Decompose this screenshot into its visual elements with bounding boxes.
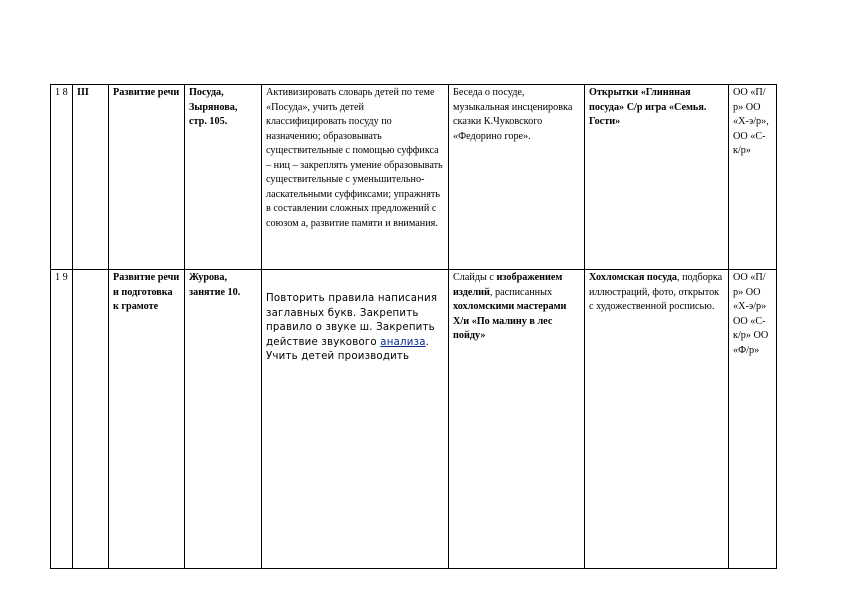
activity-bold-images: изображением изделий	[453, 272, 563, 298]
table-row	[51, 270, 777, 569]
activity-cell	[449, 270, 585, 569]
week-cell	[73, 270, 109, 569]
activity-mid: , расписанных	[489, 286, 553, 298]
row-number: 1 9	[51, 270, 73, 569]
integration-cell: ОО «П/р» ОО «Х-э/р», ОО «С-к/р»	[729, 85, 777, 270]
materials-bold: Хохломская посуда	[589, 272, 677, 283]
materials-rest: , подборка иллюстраций, фото, открыток с художественной росписью.	[589, 272, 723, 312]
lesson-plan-table	[50, 84, 777, 569]
goals-cell	[262, 270, 449, 569]
analysis-link[interactable]: анализа	[380, 336, 426, 348]
goals-text-continued: . Учить детей производить	[266, 336, 430, 362]
source-cell: Журова, занятие 10.	[185, 270, 262, 569]
table-row	[51, 85, 777, 270]
activity-game: Х/и «По малину в лес пойду»	[453, 315, 553, 341]
lesson-plan-sheet	[50, 84, 776, 549]
integration-cell: ОО «П/р» ОО «Х-э/р» ОО «С-к/р» ОО «Ф/р»	[729, 270, 777, 569]
activity-bold-masters: хохломскими мастерами	[453, 301, 567, 312]
activity-intro: Слайды с	[453, 272, 497, 283]
source-cell: Посуда, Зырянова, стр. 105.	[185, 85, 262, 270]
area-cell: Развитие речи и подготовка к грамоте	[109, 270, 185, 569]
materials-cell	[585, 270, 729, 569]
goals-text: Повторить правила написания заглавных букв. Закрепить правило о звуке ш. Закрепить действие звукового	[266, 293, 438, 348]
materials-cell: Открытки «Глиняная посуда» С/р игра «Семья. Гости»	[585, 85, 729, 270]
area-cell: Развитие речи	[109, 85, 185, 270]
week-cell: III	[73, 85, 109, 270]
row-number: 1 8	[51, 85, 73, 270]
goals-cell: Активизировать словарь детей по теме «Посуда», учить детей классифицировать посуду по назначению; образовывать существительные с помощью суффикса – ниц – закреплять умение образовывать существительные с уменьшительно-ласкательными суффиксами; упражнять в составлении сложных предложений с союзом а, развитие памяти и внимания.	[262, 85, 449, 270]
activity-cell: Беседа о посуде, музыкальная инсценировка сказки К.Чуковского «Федорино горе».	[449, 85, 585, 270]
